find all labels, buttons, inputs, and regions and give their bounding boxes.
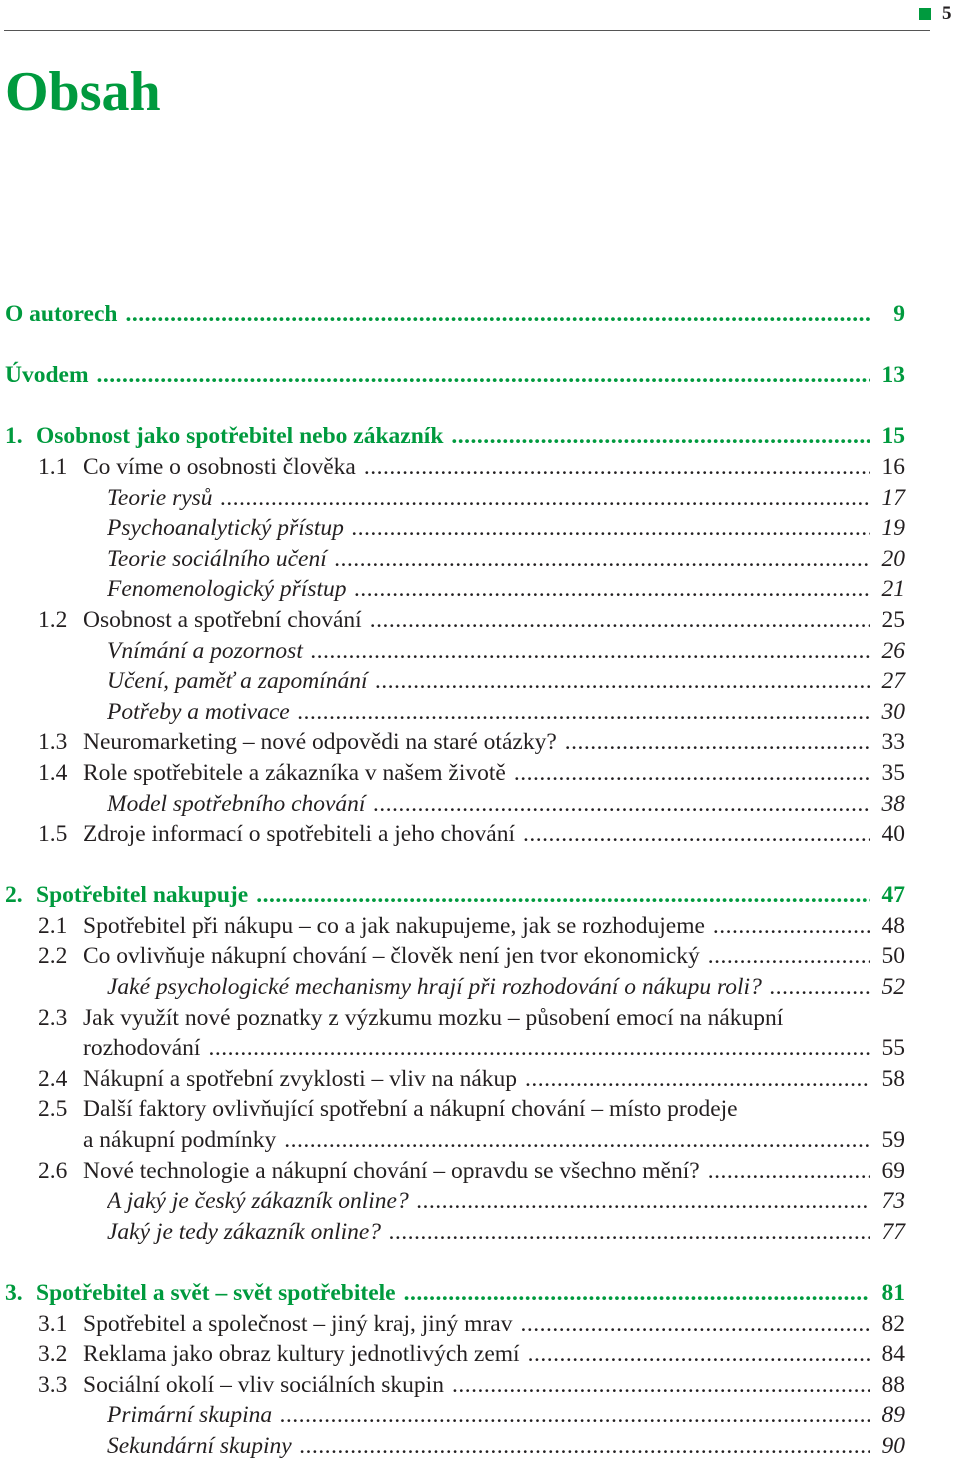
toc-entry[interactable]: [0, 636, 960, 667]
toc-entry-number: 1.1: [38, 453, 68, 480]
toc-leader-dots: [126, 299, 871, 330]
toc-leader-dots: [770, 972, 870, 1003]
toc-leader: [36, 1278, 870, 1309]
toc-entry-title: A jaký je český zákazník online?: [107, 1188, 409, 1215]
toc-gap: [0, 1247, 960, 1278]
toc-leader: [107, 789, 870, 820]
toc-leader: [107, 666, 870, 697]
toc-entry-page: 15: [881, 423, 905, 450]
toc-entry[interactable]: [0, 513, 960, 544]
toc-entry[interactable]: [0, 941, 960, 972]
toc-entry-title: Jak využít nové poznatky z výzkumu mozku – působení emocí na nákupní: [83, 1004, 784, 1031]
toc-gap: [0, 391, 960, 422]
toc-entry-page: 30: [881, 698, 905, 725]
toc-entry[interactable]: [0, 727, 960, 758]
toc-entry-page: 27: [881, 668, 905, 695]
toc-leader: [107, 697, 870, 728]
toc-entry[interactable]: [0, 605, 960, 636]
toc-entry-number: 2.6: [38, 1157, 68, 1184]
toc-entry-continuation: [0, 1033, 960, 1064]
toc-leader-dots: [373, 789, 870, 820]
toc-entry[interactable]: [0, 452, 960, 483]
toc-entry[interactable]: [0, 666, 960, 697]
toc-leader: [83, 452, 870, 483]
toc-leader-dots: [520, 1309, 870, 1340]
toc-entry-title: Spotřebitel a svět – svět spotřebitele: [36, 1280, 396, 1306]
toc-entry[interactable]: [0, 1431, 960, 1462]
toc-entry-page: 9: [893, 301, 905, 327]
toc-entry-title: Sociální okolí – vliv sociálních skupin: [83, 1371, 444, 1398]
toc-entry[interactable]: [0, 1156, 960, 1187]
toc-entry-number: 3.3: [38, 1371, 68, 1398]
toc-leader: [107, 483, 870, 514]
toc-leader: [107, 1217, 870, 1248]
toc-entry-title: Teorie rysů: [107, 484, 213, 511]
toc-entry[interactable]: [0, 1339, 960, 1370]
toc-entry-page: 16: [881, 453, 905, 480]
toc-entry-page: 20: [881, 545, 905, 572]
page-number: 5: [942, 3, 952, 24]
toc-leader-dots: [514, 758, 870, 789]
toc-leader-dots: [452, 1370, 870, 1401]
toc-entry-page: 13: [881, 362, 905, 389]
toc-entry-number: 2.3: [38, 1004, 68, 1031]
toc-entry-number: 1.5: [38, 821, 68, 848]
toc-leader: [83, 1339, 870, 1370]
toc-leader-dots: [280, 1400, 870, 1431]
toc-entry-title: Osobnost a spotřební chování: [83, 606, 362, 633]
toc-entry-title: Sekundární skupiny: [107, 1432, 292, 1459]
toc-entry-title: Vnímání a pozornost: [107, 637, 303, 664]
toc-leader-dots: [523, 819, 870, 850]
toc-entry-title: Jaké psychologické mechanismy hrají při rozhodování o nákupu roli?: [107, 974, 762, 1001]
toc-entry[interactable]: [0, 544, 960, 575]
toc-entry[interactable]: [0, 360, 960, 391]
toc-entry[interactable]: [0, 483, 960, 514]
toc-entry-page: 33: [881, 729, 905, 756]
toc-entry-page: 19: [881, 515, 905, 542]
toc-leader-dots: [221, 483, 870, 514]
toc-leader-dots: [370, 605, 870, 636]
toc-entry-title-continued: a nákupní podmínky: [83, 1127, 277, 1154]
toc-leader: [83, 1156, 870, 1187]
toc-leader-dots: [300, 1431, 870, 1462]
toc-entry-page: 21: [881, 576, 905, 603]
toc-entry-page: 59: [881, 1127, 905, 1154]
toc-entry-number: 1.3: [38, 729, 68, 756]
toc-entry-page: 40: [881, 821, 905, 848]
toc-leader: [83, 605, 870, 636]
toc-entry-title: Zdroje informací o spotřebiteli a jeho chování: [83, 821, 515, 848]
toc-entry-title: Co víme o osobnosti člověka: [83, 453, 356, 480]
toc-entry-number: 2.1: [38, 912, 68, 939]
toc-entry-title: Teorie sociálního učení: [107, 545, 327, 572]
toc-entry-number: 2.: [5, 882, 23, 909]
toc-entry-page: 90: [881, 1432, 905, 1459]
toc-entry-title: Co ovlivňuje nákupní chování – člověk není jen tvor ekonomický: [83, 943, 700, 970]
toc-entry-page: 73: [881, 1188, 905, 1215]
toc-entry[interactable]: [0, 880, 960, 911]
toc-entry-title: Model spotřebního chování: [107, 790, 366, 817]
toc-entry-number: 1.4: [38, 759, 68, 786]
toc-entry[interactable]: [0, 972, 960, 1003]
toc-leader: [5, 299, 870, 330]
toc-entry[interactable]: [0, 1186, 960, 1217]
toc-entry-title: Spotřebitel při nákupu – co a jak nakupujeme, jak se rozhodujeme: [83, 912, 705, 939]
toc-entry[interactable]: [0, 1278, 960, 1309]
toc-entry[interactable]: [0, 1400, 960, 1431]
toc-leader: [107, 1431, 870, 1462]
toc-entry-title: Fenomenologický přístup: [107, 576, 347, 603]
toc-entry-page: 58: [881, 1065, 905, 1092]
toc-entry-number: 1.: [5, 423, 23, 450]
toc-entry-page: 17: [881, 484, 905, 511]
toc-leader: [36, 421, 870, 452]
toc-leader: [107, 513, 870, 544]
toc-entry-page: 47: [881, 882, 905, 909]
toc-entry[interactable]: [0, 758, 960, 789]
toc-leader: [83, 1033, 870, 1064]
toc-entry[interactable]: [0, 1003, 960, 1034]
toc-leader-dots: [376, 666, 871, 697]
toc-entry-number: 3.1: [38, 1310, 68, 1337]
toc-entry[interactable]: [0, 1370, 960, 1401]
toc-entry-page: 82: [881, 1310, 905, 1337]
toc-leader-dots: [417, 1186, 870, 1217]
toc-leader: [107, 636, 870, 667]
toc-entry-page: 25: [881, 606, 905, 633]
toc-leader: [83, 1370, 870, 1401]
toc-entry-title: Potřeby a motivace: [107, 698, 290, 725]
toc-entry-title: Neuromarketing – nové odpovědi na staré otázky?: [83, 729, 557, 756]
toc-leader-dots: [97, 360, 870, 391]
toc-entry[interactable]: [0, 574, 960, 605]
toc-entry-page: 38: [881, 790, 905, 817]
toc-leader: [36, 880, 870, 911]
toc-leader-dots: [256, 880, 870, 911]
toc-leader-dots: [528, 1339, 870, 1370]
toc-entry[interactable]: [0, 1217, 960, 1248]
toc-entry-page: 89: [881, 1402, 905, 1429]
toc-leader-dots: [565, 727, 870, 758]
toc-entry-page: 84: [881, 1341, 905, 1368]
header-rule: [4, 30, 930, 31]
toc-entry-number: 2.2: [38, 943, 68, 970]
toc-entry-title: Jaký je tedy zákazník online?: [107, 1218, 382, 1245]
toc-entry-page: 50: [881, 943, 905, 970]
toc-leader-dots: [335, 544, 870, 575]
toc-leader-dots: [708, 941, 870, 972]
toc-entry-page: 55: [881, 1035, 905, 1062]
toc-leader-dots: [525, 1064, 870, 1095]
toc-entry-number: 2.4: [38, 1065, 68, 1092]
toc-entry-title: Role spotřebitele a zákazníka v našem životě: [83, 759, 506, 786]
toc-entry-title: Reklama jako obraz kultury jednotlivých zemí: [83, 1341, 520, 1368]
toc-leader-dots: [404, 1278, 870, 1309]
toc-entry-title: Primární skupina: [107, 1402, 273, 1429]
toc-entry-page: 52: [881, 974, 905, 1001]
toc-leader: [107, 544, 870, 575]
toc-leader: [83, 758, 870, 789]
toc-leader: [83, 911, 870, 942]
toc-leader-dots: [352, 513, 870, 544]
toc-leader-dots: [298, 697, 870, 728]
toc-entry-title: Nové technologie a nákupní chování – opravdu se všechno mění?: [83, 1157, 700, 1184]
toc-entry[interactable]: [0, 819, 960, 850]
toc-leader: [83, 819, 870, 850]
toc-leader: [83, 1309, 870, 1340]
toc-entry-title: Učení, paměť a zapomínání: [107, 668, 368, 695]
toc-leader-dots: [364, 452, 870, 483]
toc-entry-number: 1.2: [38, 606, 68, 633]
toc-entry-title: Další faktory ovlivňující spotřební a nákupní chování – místo prodeje: [83, 1096, 738, 1123]
toc-leader: [83, 727, 870, 758]
toc-leader-dots: [708, 1156, 870, 1187]
toc-leader: [107, 972, 870, 1003]
toc-leader-dots: [311, 636, 870, 667]
toc-leader: [83, 1064, 870, 1095]
toc-entry-title: O autorech: [5, 301, 118, 327]
toc-entry-title-continued: rozhodování: [83, 1035, 201, 1062]
toc-entry-page: 69: [881, 1157, 905, 1184]
toc-leader: [5, 360, 870, 391]
toc-leader: [83, 941, 870, 972]
toc-leader: [107, 1400, 870, 1431]
toc-entry[interactable]: [0, 1094, 960, 1125]
toc-entry-page: 35: [881, 759, 905, 786]
toc-entry-page: 81: [881, 1280, 905, 1306]
table-of-contents: [0, 299, 960, 1462]
toc-gap: [0, 330, 960, 361]
toc-entry-title: Nákupní a spotřební zvyklosti – vliv na nákup: [83, 1065, 518, 1092]
toc-entry-page: 48: [881, 912, 905, 939]
toc-leader-dots: [208, 1033, 870, 1064]
toc-entry[interactable]: [0, 1309, 960, 1340]
toc-entry-title: Spotřebitel a společnost – jiný kraj, jiný mrav: [83, 1310, 513, 1337]
toc-entry[interactable]: [0, 911, 960, 942]
toc-leader-dots: [389, 1217, 870, 1248]
toc-entry-page: 26: [881, 637, 905, 664]
toc-entry[interactable]: [0, 299, 960, 330]
toc-entry-number: 3.: [5, 1280, 23, 1306]
toc-entry[interactable]: [0, 421, 960, 452]
toc-entry[interactable]: [0, 697, 960, 728]
toc-leader-dots: [451, 421, 870, 452]
toc-gap: [0, 850, 960, 881]
toc-entry-title: Psychoanalytický přístup: [107, 515, 344, 542]
toc-entry-number: 2.5: [38, 1096, 68, 1123]
toc-leader: [83, 1125, 870, 1156]
toc-entry-continuation: [0, 1125, 960, 1156]
toc-leader-dots: [284, 1125, 870, 1156]
toc-leader-dots: [355, 574, 870, 605]
toc-entry-title: Spotřebitel nakupuje: [36, 882, 249, 909]
toc-entry-title: Úvodem: [5, 362, 89, 389]
toc-entry-number: 3.2: [38, 1341, 68, 1368]
toc-entry-title: Osobnost jako spotřebitel nebo zákazník: [36, 423, 444, 450]
toc-entry-page: 88: [881, 1371, 905, 1398]
toc-entry[interactable]: [0, 789, 960, 820]
toc-entry[interactable]: [0, 1064, 960, 1095]
toc-leader: [107, 1186, 870, 1217]
toc-leader: [107, 574, 870, 605]
toc-entry-page: 77: [881, 1218, 905, 1245]
page-title: Obsah: [5, 61, 161, 123]
toc-leader-dots: [713, 911, 870, 942]
page-marker-square: [919, 8, 931, 20]
